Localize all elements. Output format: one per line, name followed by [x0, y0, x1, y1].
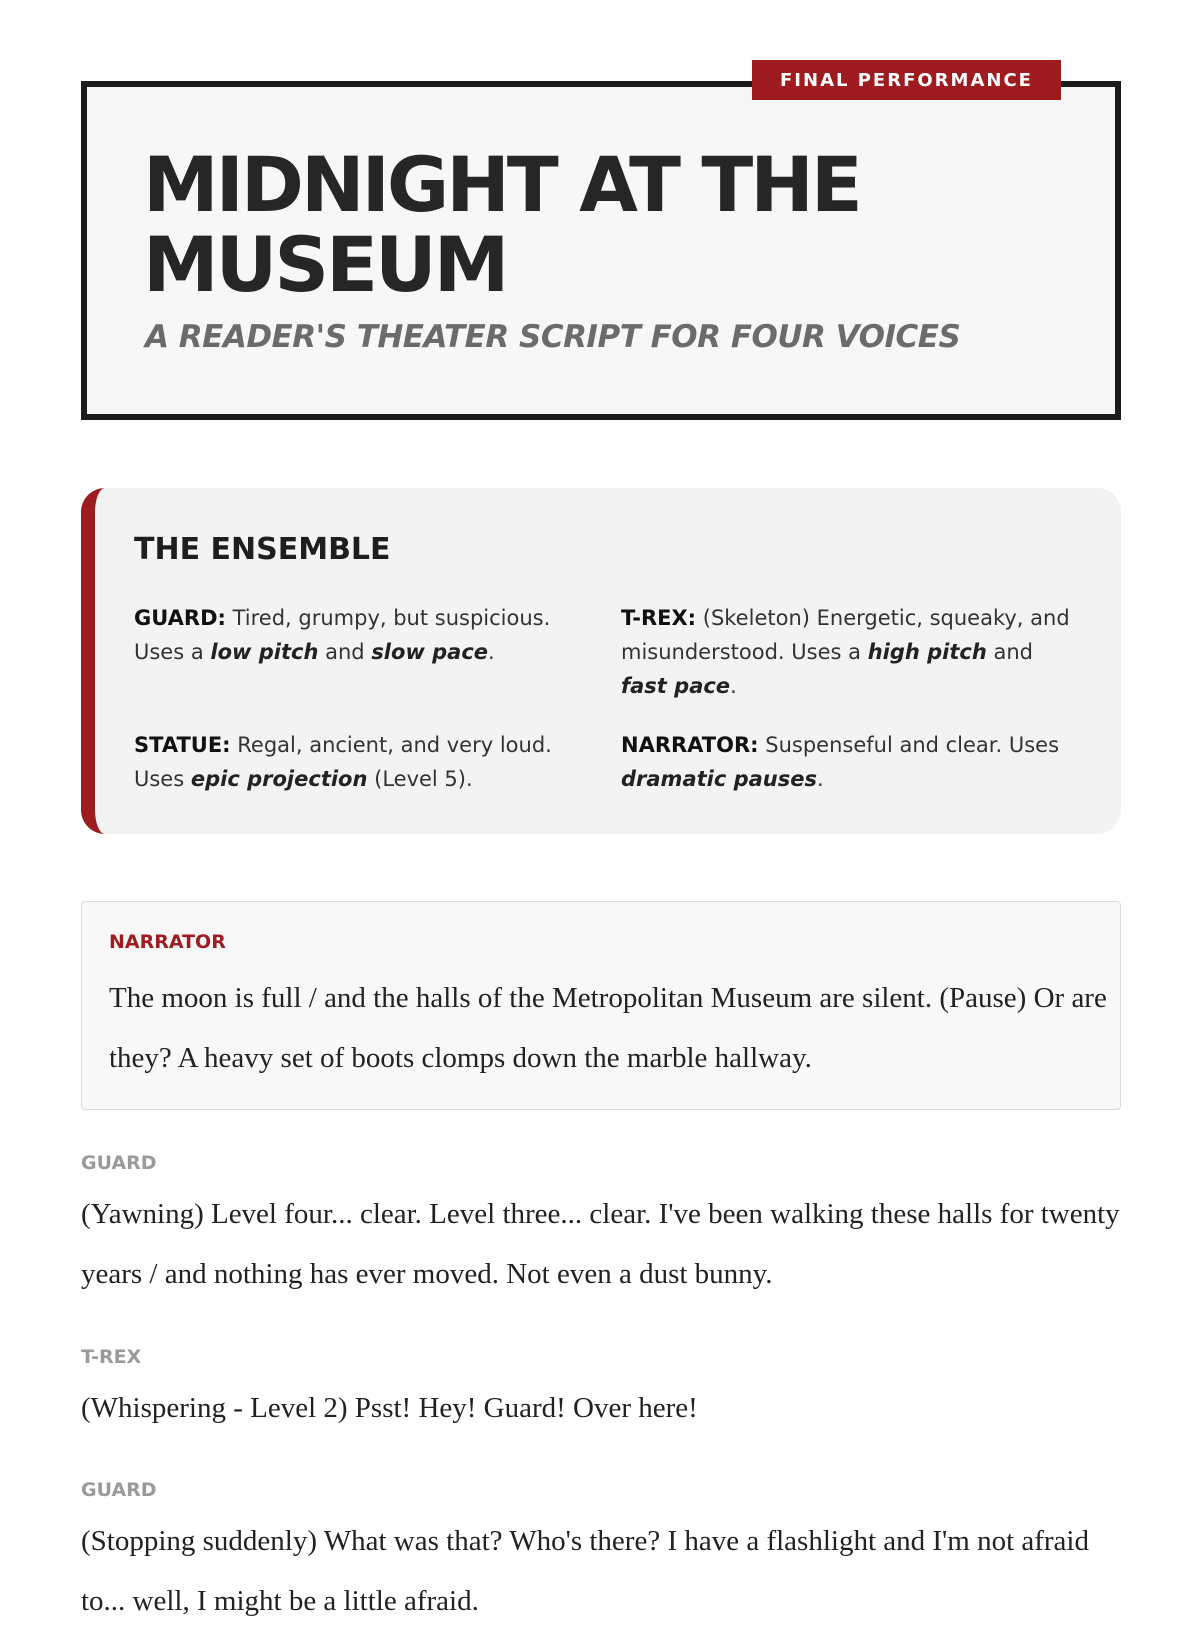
role-name: NARRATOR:: [621, 733, 759, 757]
role-description: (Level 5).: [374, 767, 473, 791]
dialogue-line: The moon is full / and the halls of the Metropolitan Museum are silent. (Pause) Or are they? A heavy set of boots clomps down the marble hallway.: [109, 982, 1107, 1074]
role-description: Regal, ancient, and very loud. Uses: [134, 733, 552, 791]
narrator-line-block: [81, 901, 1121, 1110]
role-description: Tired, grumpy, but suspicious. Uses a: [134, 606, 551, 664]
role-description: and: [993, 640, 1034, 664]
role-emphasis: fast pace: [621, 674, 731, 698]
role-emphasis: slow pace: [371, 640, 489, 664]
role-description: (Skeleton) Energetic, squeaky, and misunderstood. Uses a: [621, 606, 1070, 664]
role-guard: [134, 601, 574, 669]
role-description: and: [325, 640, 365, 664]
role-name: STATUE:: [134, 733, 231, 757]
role-emphasis: low pitch: [210, 640, 319, 664]
dialogue-line: (Stopping suddenly) What was that? Who's there? I have a flashlight and I'm not afraid to... well, I might be a little afraid.: [81, 1525, 1089, 1617]
role-narrator: [621, 728, 1081, 796]
role-emphasis: high pitch: [867, 640, 987, 664]
role-emphasis: dramatic pauses: [621, 767, 818, 791]
role-name: T-REX:: [621, 606, 697, 630]
speaker-label: NARRATOR: [109, 931, 226, 953]
title-card: [81, 81, 1121, 420]
ensemble-panel: [81, 488, 1121, 834]
role-description: .: [730, 674, 737, 698]
role-description: Suspenseful and clear. Uses: [765, 733, 1060, 757]
page-title: MIDNIGHT AT THE MUSEUM: [143, 140, 860, 309]
role-name: GUARD:: [134, 606, 226, 630]
speaker-label: GUARD: [81, 1152, 157, 1174]
dialogue-line: (Yawning) Level four... clear. Level three... clear. I've been walking these halls for twenty years / and nothing has ever moved. Not even a dust bunny.: [81, 1198, 1120, 1290]
performance-badge: FINAL PERFORMANCE: [752, 60, 1061, 100]
page-subtitle: A READER'S THEATER SCRIPT FOR FOUR VOICES: [145, 319, 961, 355]
speaker-label: T-REX: [81, 1346, 142, 1368]
role-trex: [621, 601, 1081, 703]
ensemble-heading: THE ENSEMBLE: [134, 532, 391, 567]
role-emphasis: epic projection: [190, 767, 368, 791]
dialogue-line: (Whispering - Level 2) Psst! Hey! Guard! Over here!: [81, 1392, 698, 1424]
role-description: .: [488, 640, 495, 664]
speaker-label: GUARD: [81, 1479, 157, 1501]
role-statue: [134, 728, 574, 796]
role-description: .: [817, 767, 824, 791]
